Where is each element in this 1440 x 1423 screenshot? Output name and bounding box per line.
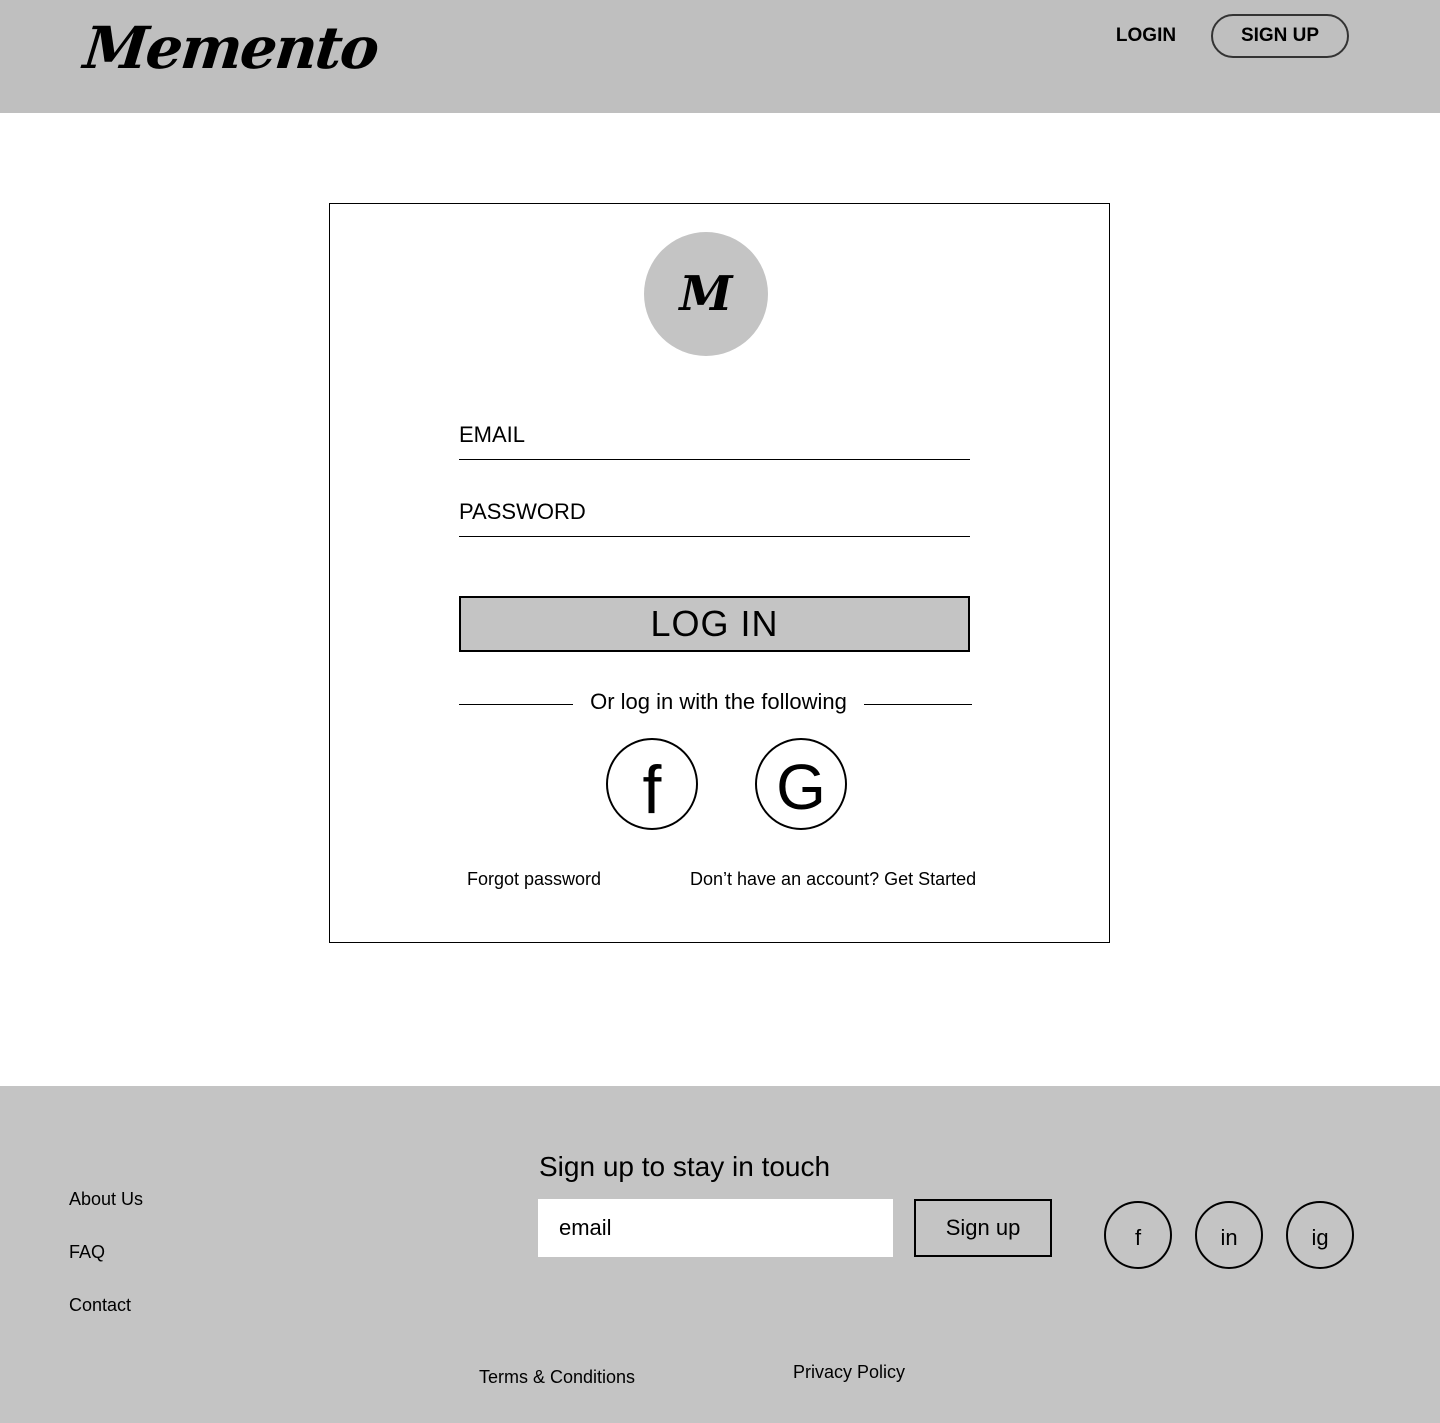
social-login-divider-text: Or log in with the following [590, 689, 847, 714]
terms-link[interactable]: Terms & Conditions [479, 1367, 636, 1387]
newsletter-title: Sign up to stay in touch [539, 1151, 831, 1182]
top-header [0, 0, 1440, 113]
newsletter-signup-button[interactable]: Sign up [914, 1199, 1052, 1257]
facebook-icon: f [1134, 1225, 1142, 1250]
footer-link-about[interactable]: About Us [69, 1189, 144, 1209]
linkedin-icon: in [1220, 1225, 1238, 1250]
privacy-link[interactable]: Privacy Policy [793, 1362, 906, 1382]
facebook-icon: f [642, 752, 662, 828]
brand-logo[interactable]: Memento [80, 14, 381, 82]
get-started-link[interactable]: Don’t have an account? Get Started [690, 869, 977, 889]
nav-signup-button[interactable]: SIGN UP [1211, 14, 1349, 58]
email-field[interactable] [459, 411, 970, 460]
instagram-icon: ig [1311, 1225, 1329, 1250]
google-icon: G [776, 751, 826, 823]
page-footer [0, 1086, 1440, 1423]
divider-line-left [459, 704, 573, 705]
brand-avatar: M [644, 232, 768, 356]
footer-instagram-button[interactable] [1286, 1201, 1354, 1269]
login-submit-button[interactable]: LOG IN [459, 596, 970, 652]
divider-line-right [864, 704, 972, 705]
google-login-button[interactable] [755, 738, 847, 830]
password-field[interactable] [459, 488, 970, 537]
nav-login-link[interactable]: LOGIN [1115, 25, 1177, 46]
newsletter-email-input[interactable] [538, 1199, 893, 1257]
footer-facebook-button[interactable] [1104, 1201, 1172, 1269]
footer-link-contact[interactable]: Contact [69, 1295, 132, 1315]
login-card [329, 203, 1110, 943]
forgot-password-link[interactable]: Forgot password [467, 869, 602, 889]
footer-link-faq[interactable]: FAQ [69, 1242, 106, 1262]
facebook-login-button[interactable] [606, 738, 698, 830]
footer-linkedin-button[interactable] [1195, 1201, 1263, 1269]
